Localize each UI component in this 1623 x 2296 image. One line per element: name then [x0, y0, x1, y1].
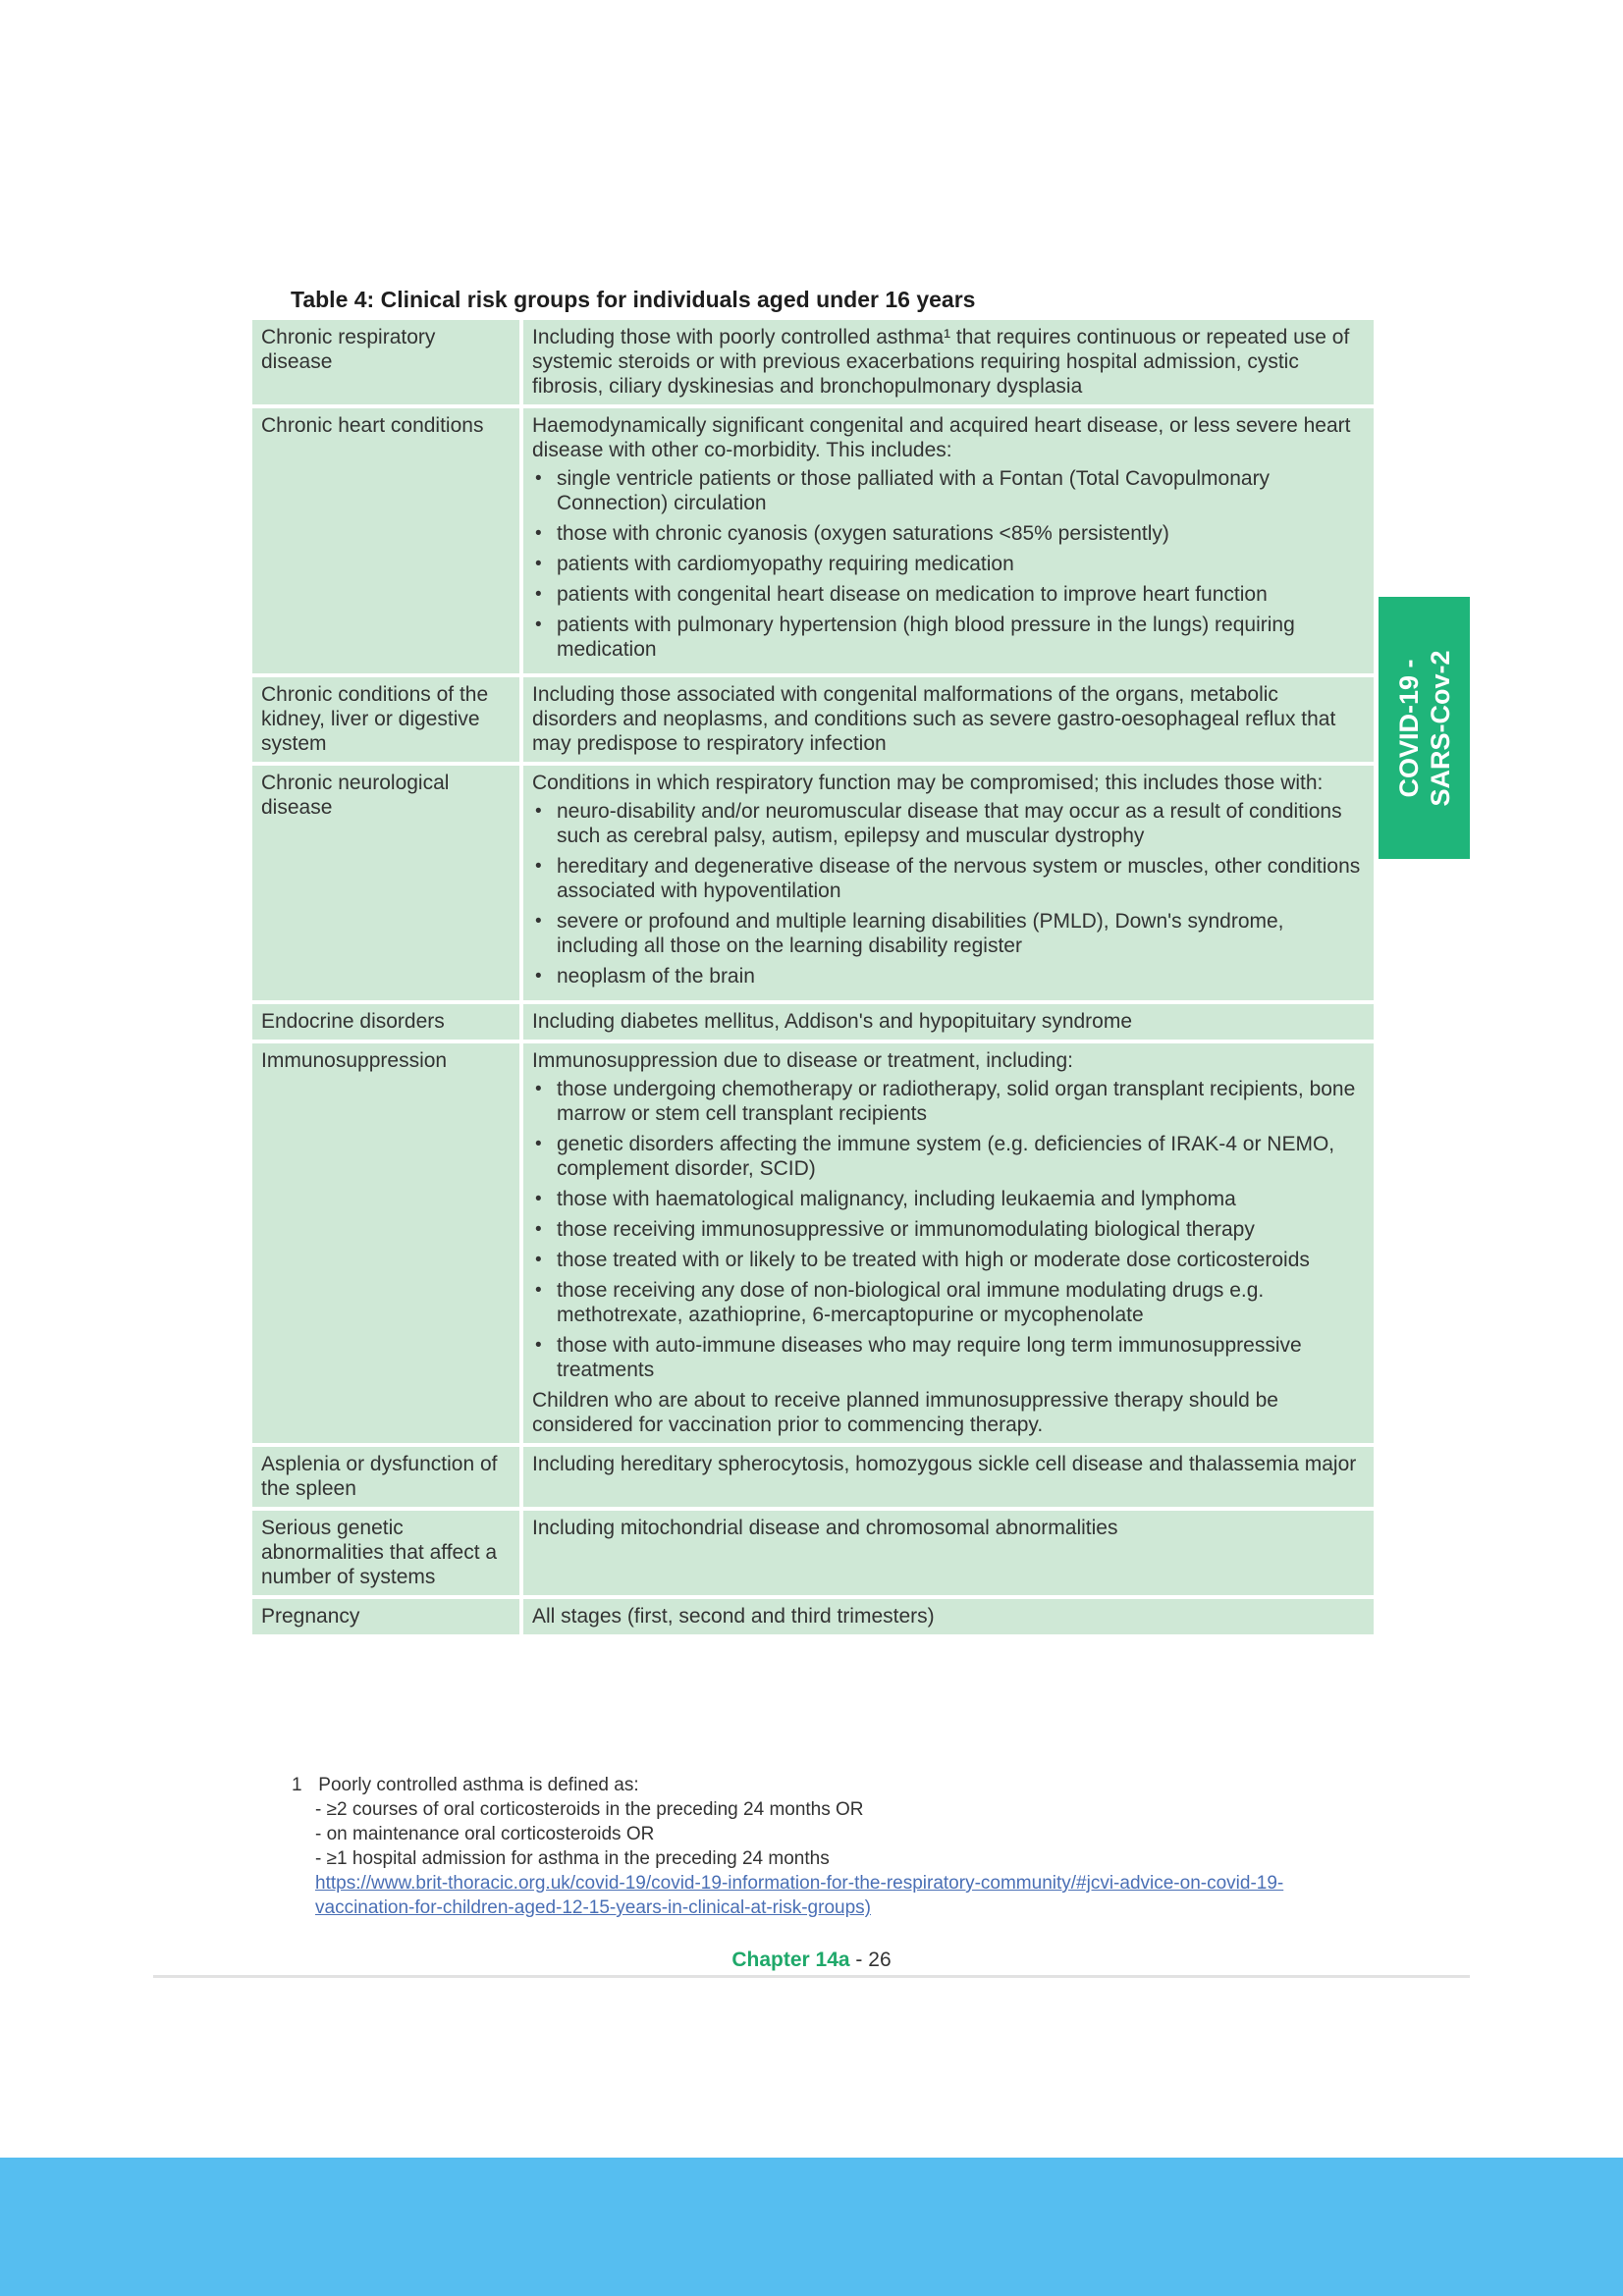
list-item-text: severe or profound and multiple learning disabilities (PMLD), Down's syndrome, including all those on the learning disability register: [557, 910, 1284, 957]
bullet-icon: •: [535, 1335, 542, 1356]
description-intro: Including hereditary spherocytosis, homozygous sickle cell disease and thalassemia major: [532, 1453, 1357, 1475]
table-row: [252, 320, 1374, 404]
list-item: [532, 466, 1366, 515]
footnote-number: 1: [292, 1775, 302, 1795]
risk-group-name: Chronic conditions of the kidney, liver or digestive system: [252, 677, 519, 762]
bullet-icon: •: [535, 966, 542, 987]
risk-group-name: Endocrine disorders: [252, 1004, 519, 1040]
risk-group-name: Chronic respiratory disease: [252, 320, 519, 404]
description-intro: Including diabetes mellitus, Addison's and hypopituitary syndrome: [532, 1010, 1133, 1033]
list-item: [532, 1248, 1366, 1272]
footer-divider: [153, 1975, 1470, 1978]
description-intro: All stages (first, second and third trimesters): [532, 1605, 935, 1628]
bullet-icon: •: [535, 523, 542, 544]
list-item-text: those treated with or likely to be treated with high or moderate dose corticosteroids: [557, 1249, 1310, 1271]
list-item-text: those receiving immunosuppressive or immunomodulating biological therapy: [557, 1218, 1255, 1241]
footnote-criterion: - ≥1 hospital admission for asthma in the preceding 24 months: [315, 1848, 830, 1869]
description-intro: Including those associated with congenital malformations of the organs, metabolic disorders and neoplasms, and conditions such as severe gastro-oesophageal reflux that may predispose to respiratory infection: [532, 683, 1336, 755]
table-row: [252, 766, 1374, 1000]
condition-list: [532, 799, 1366, 988]
description-intro: Including those with poorly controlled asthma¹ that requires continuous or repeated use of systemic steroids or with previous exacerbations requiring hospital admission, cystic fibrosis, ciliary dyskinesias and bronchopulmonary dysplasia: [532, 326, 1350, 398]
bottom-color-band: [0, 2158, 1623, 2296]
list-item-text: patients with cardiomyopathy requiring medication: [557, 553, 1014, 575]
list-item: [532, 1217, 1366, 1242]
list-item: [532, 613, 1366, 662]
table-row: [252, 408, 1374, 673]
risk-group-name: Chronic heart conditions: [252, 408, 519, 673]
list-item: [532, 854, 1366, 903]
list-item-text: those with auto-immune diseases who may require long term immunosuppressive treatments: [557, 1334, 1302, 1381]
list-item-text: those receiving any dose of non-biological oral immune modulating drugs e.g. methotrexate, azathioprine, 6-mercaptopurine or mycophenolate: [557, 1279, 1265, 1326]
table-row: [252, 677, 1374, 762]
list-item-text: those with chronic cyanosis (oxygen saturations <85% persistently): [557, 522, 1169, 545]
table-row: [252, 1599, 1374, 1634]
risk-group-name: Immunosuppression: [252, 1043, 519, 1443]
condition-list: [532, 1077, 1366, 1382]
list-item: [532, 521, 1366, 546]
risk-groups-table-body: [252, 320, 1374, 1634]
description-intro: Immunosuppression due to disease or treatment, including:: [532, 1049, 1073, 1072]
footnote-link[interactable]: https://www.brit-thoracic.org.uk/covid-19/covid-19-information-for-the-respiratory-community/#jcvi-advice-on-covid-19-vaccination-for-children-aged-12-15-years-in-clinical-at-risk-groups): [315, 1873, 1284, 1918]
footnote-heading: Poorly controlled asthma is defined as:: [318, 1775, 639, 1795]
table-row: [252, 1511, 1374, 1595]
list-item-text: single ventricle patients or those palliated with a Fontan (Total Cavopulmonary Connection) circulation: [557, 467, 1271, 514]
risk-group-description: [519, 1599, 1374, 1634]
chapter-footer: [0, 1949, 1623, 1972]
footnote-criterion: - on maintenance oral corticosteroids OR: [315, 1824, 655, 1844]
list-item: [532, 1187, 1366, 1211]
bullet-icon: •: [535, 468, 542, 489]
footnote-criterion: - ≥2 courses of oral corticosteroids in the preceding 24 months OR: [315, 1799, 864, 1820]
risk-groups-table: [252, 316, 1374, 1638]
side-tab-line-2: SARS-Cov-2: [1425, 649, 1455, 807]
risk-group-name: Serious genetic abnormalities that affect a number of systems: [252, 1511, 519, 1595]
description-note: Children who are about to receive planned immunosuppressive therapy should be considered for vaccination prior to commencing therapy.: [532, 1389, 1278, 1436]
list-item-text: patients with pulmonary hypertension (high blood pressure in the lungs) requiring medication: [557, 614, 1295, 661]
bullet-icon: •: [535, 1189, 542, 1209]
footnote-heading-line: [292, 1773, 1381, 1797]
risk-group-name: Chronic neurological disease: [252, 766, 519, 1000]
risk-group-name: Asplenia or dysfunction of the spleen: [252, 1447, 519, 1507]
list-item-text: neoplasm of the brain: [557, 965, 755, 988]
list-item-text: hereditary and degenerative disease of the nervous system or muscles, other conditions associated with hypoventilation: [557, 855, 1361, 902]
bullet-icon: •: [535, 801, 542, 822]
risk-group-description: [519, 1447, 1374, 1507]
bullet-icon: •: [535, 554, 542, 574]
description-intro: Conditions in which respiratory function may be compromised; this includes those with:: [532, 772, 1324, 794]
risk-group-description: [519, 1043, 1374, 1443]
list-item: [532, 1132, 1366, 1181]
description-intro: Including mitochondrial disease and chromosomal abnormalities: [532, 1517, 1118, 1539]
table-row: [252, 1043, 1374, 1443]
list-item-text: those with haematological malignancy, including leukaemia and lymphoma: [557, 1188, 1236, 1210]
list-item-text: those undergoing chemotherapy or radiotherapy, solid organ transplant recipients, bone marrow or stem cell transplant recipients: [557, 1078, 1356, 1125]
risk-group-name: Pregnancy: [252, 1599, 519, 1634]
list-item: [532, 552, 1366, 576]
list-item: [532, 799, 1366, 848]
section-side-tab: [1379, 597, 1470, 859]
list-item-text: genetic disorders affecting the immune system (e.g. deficiencies of IRAK-4 or NEMO, complement disorder, SCID): [557, 1133, 1335, 1180]
bullet-icon: •: [535, 856, 542, 877]
bullet-icon: •: [535, 1219, 542, 1240]
table-row: [252, 1447, 1374, 1507]
bullet-icon: •: [535, 584, 542, 605]
list-item-text: neuro-disability and/or neuromuscular disease that may occur as a result of conditions such as cerebral palsy, autism, epilepsy and muscular dystrophy: [557, 800, 1342, 847]
footer-separator: -: [849, 1949, 869, 1971]
side-tab-label: [1393, 650, 1456, 806]
list-item-text: patients with congenital heart disease on medication to improve heart function: [557, 583, 1268, 606]
footnote: [292, 1773, 1381, 1920]
risk-group-description: [519, 1511, 1374, 1595]
bullet-icon: •: [535, 1079, 542, 1099]
list-item: [532, 964, 1366, 988]
list-item: [532, 909, 1366, 958]
risk-group-description: [519, 766, 1374, 1000]
risk-group-description: [519, 408, 1374, 673]
bullet-icon: •: [535, 1280, 542, 1301]
side-tab-line-1: COVID-19 -: [1393, 658, 1424, 798]
chapter-label: Chapter 14a: [731, 1949, 850, 1971]
bullet-icon: •: [535, 1134, 542, 1154]
risk-group-description: [519, 1004, 1374, 1040]
bullet-icon: •: [535, 1250, 542, 1270]
bullet-icon: •: [535, 614, 542, 635]
table-row: [252, 1004, 1374, 1040]
list-item: [532, 1278, 1366, 1327]
risk-group-description: [519, 320, 1374, 404]
condition-list: [532, 466, 1366, 662]
description-intro: Haemodynamically significant congenital and acquired heart disease, or less severe heart disease with other co-morbidity. This includes:: [532, 414, 1351, 461]
table-title: Table 4: Clinical risk groups for individuals aged under 16 years: [291, 287, 976, 312]
bullet-icon: •: [535, 911, 542, 932]
list-item: [532, 1077, 1366, 1126]
list-item: [532, 1333, 1366, 1382]
risk-group-description: [519, 677, 1374, 762]
list-item: [532, 582, 1366, 607]
page-number: 26: [868, 1949, 892, 1971]
